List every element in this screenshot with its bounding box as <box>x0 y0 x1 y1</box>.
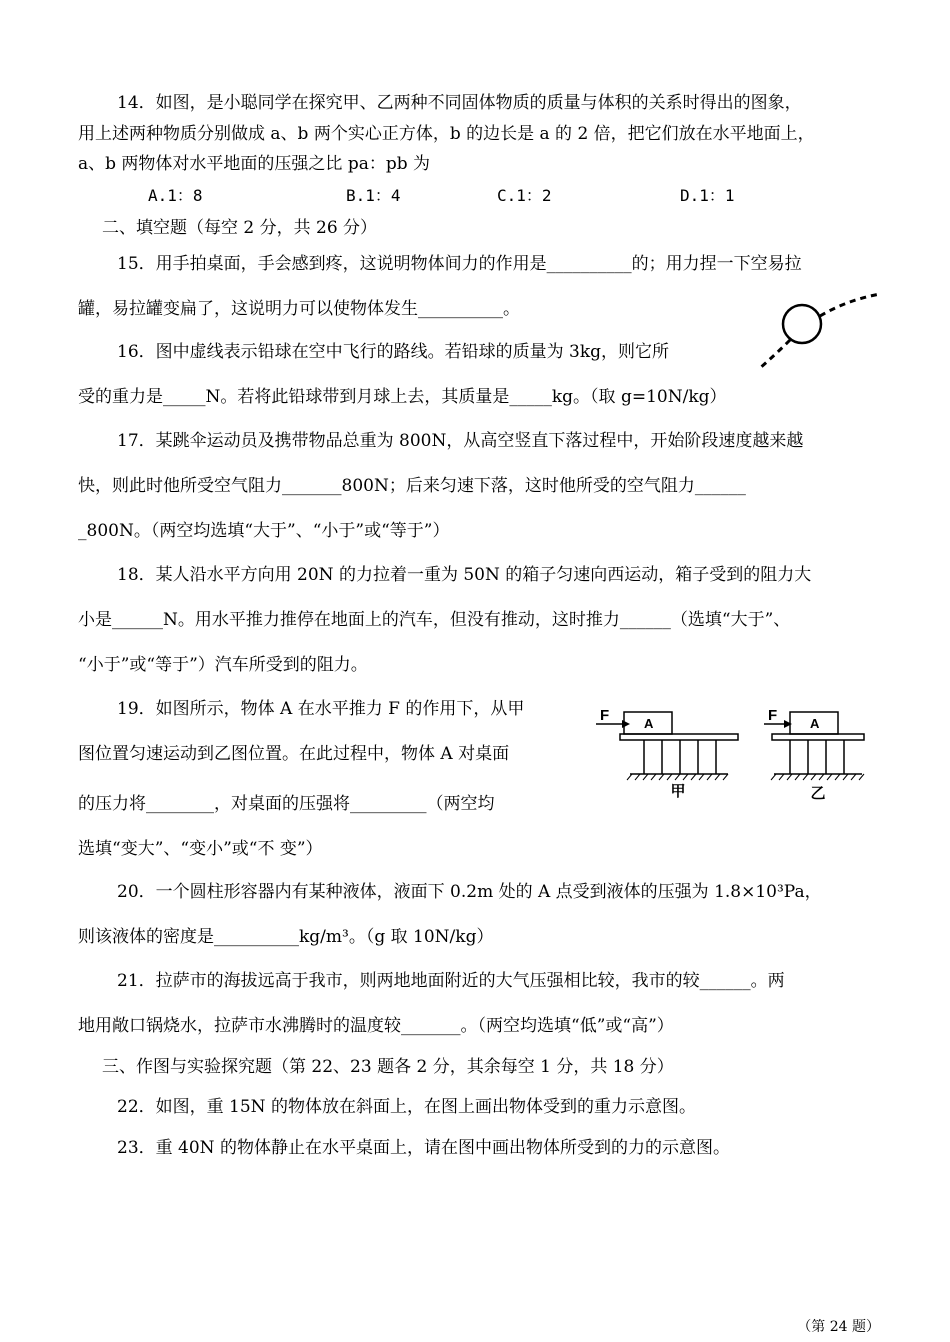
q14-line2: 用上述两种物质分别做成 a、b 两个实心正方体，b 的边长是 a 的 2 倍，把它们放在水平地面上， <box>78 124 815 144</box>
section2-title: 二、填空题（每空 2 分，共 26 分） <box>102 218 378 238</box>
q16-line1: 16．图中虚线表示铅球在空中飞行的路线。若铅球的质量为 3kg，则它所 <box>117 342 670 362</box>
table-top-jia <box>620 734 738 740</box>
q21-line2: 地用敞口锅烧水，拉萨市水沸腾时的温度较_______。（两空均选填“低”或“高”） <box>78 1016 674 1036</box>
q17-line1: 17．某跳伞运动员及携带物品总重为 800N，从高空竖直下落过程中，开始阶段速度越来越 <box>117 431 804 451</box>
arrowhead-icon <box>784 720 792 728</box>
q17-line2: 快，则此时他所受空气阻力_______800N；后来匀速下落，这时他所受的空气阻力______ <box>78 476 746 496</box>
force-label-yi: F <box>768 707 778 724</box>
label-yi: 乙 <box>810 785 826 802</box>
q19-line2: 图位置匀速运动到乙图位置。在此过程中，物体 A 对桌面 <box>78 744 510 764</box>
shot-put-ball <box>783 305 821 343</box>
shot-put-trajectory-figure <box>752 288 884 374</box>
q18-line3: “小于”或“等于”）汽车所受到的阻力。 <box>78 655 368 675</box>
figure-caption-q24: （第 24 题） <box>797 1319 880 1335</box>
arrowhead-icon <box>622 720 630 728</box>
section3-title: 三、作图与实验探究题（第 22、23 题各 2 分，其余每空 1 分，共 18 分） <box>102 1057 674 1077</box>
figure-yi <box>764 707 864 802</box>
figure-jia <box>596 707 738 800</box>
q14-option-c: C.1：2 <box>497 186 552 205</box>
q16-line2: 受的重力是_____N。若将此铅球带到月球上去，其质量是_____kg。（取 g=10N/kg） <box>78 387 727 407</box>
q18-line1: 18．某人沿水平方向用 20N 的力拉着一重为 50N 的箱子匀速向西运动，箱子受到的阻力大 <box>117 565 812 585</box>
q18-line2: 小是______N。用水平推力推停在地面上的汽车，但没有推动，这时推力______（选填“大于”、 <box>78 610 791 630</box>
q14-option-b: B.1：4 <box>346 186 401 205</box>
ground-hatch-yi <box>771 774 864 780</box>
q23-line1: 23．重 40N 的物体静止在水平桌面上，请在图中画出物体所受到的力的示意图。 <box>117 1138 730 1158</box>
q15-line1: 15．用手拍桌面，手会感到疼，这说明物体间力的作用是__________的；用力捏一下空易拉 <box>117 254 802 274</box>
trajectory-dashed-line-left <box>760 340 790 368</box>
force-label-jia: F <box>600 707 610 724</box>
q20-line2: 则该液体的密度是__________kg/m³。（g 取 10N/kg） <box>78 927 494 947</box>
q19-line1: 19．如图所示，物体 A 在水平推力 F 的作用下，从甲 <box>117 699 525 719</box>
q19-line3: 的压力将________，对桌面的压强将_________（两空均 <box>78 794 495 814</box>
q22-line1: 22．如图，重 15N 的物体放在斜面上，在图上画出物体受到的重力示意图。 <box>117 1097 696 1117</box>
q14-option-d: D.1：1 <box>680 186 735 205</box>
q21-line1: 21．拉萨市的海拔远高于我市，则两地地面附近的大气压强相比较，我市的较______。两 <box>117 971 785 991</box>
push-block-figure <box>592 700 882 804</box>
q15-line2: 罐，易拉罐变扁了，这说明力可以使物体发生__________。 <box>78 299 520 319</box>
q17-line3: _800N。（两空均选填“大于”、“小于”或“等于”） <box>78 521 450 541</box>
block-label-jia: A <box>644 716 654 731</box>
table-top-yi <box>772 734 864 740</box>
q20-line1: 20．一个圆柱形容器内有某种液体，液面下 0.2m 处的 A 点受到液体的压强为 1.8×10³Pa， <box>117 882 822 902</box>
q14-line1: 14．如图，是小聪同学在探究甲、乙两种不同固体物质的质量与体积的关系时得出的图象， <box>117 93 802 113</box>
q14-option-a: A.1：8 <box>148 186 203 205</box>
trajectory-dashed-line-right <box>820 294 880 316</box>
q14-line3: a、b 两物体对水平地面的压强之比 pa：pb 为 <box>78 154 431 174</box>
block-label-yi: A <box>810 716 820 731</box>
q19-line4: 选填“变大”、“变小”或“不 变”） <box>78 839 323 859</box>
label-jia: 甲 <box>670 783 686 800</box>
ground-hatch-jia <box>627 774 728 780</box>
